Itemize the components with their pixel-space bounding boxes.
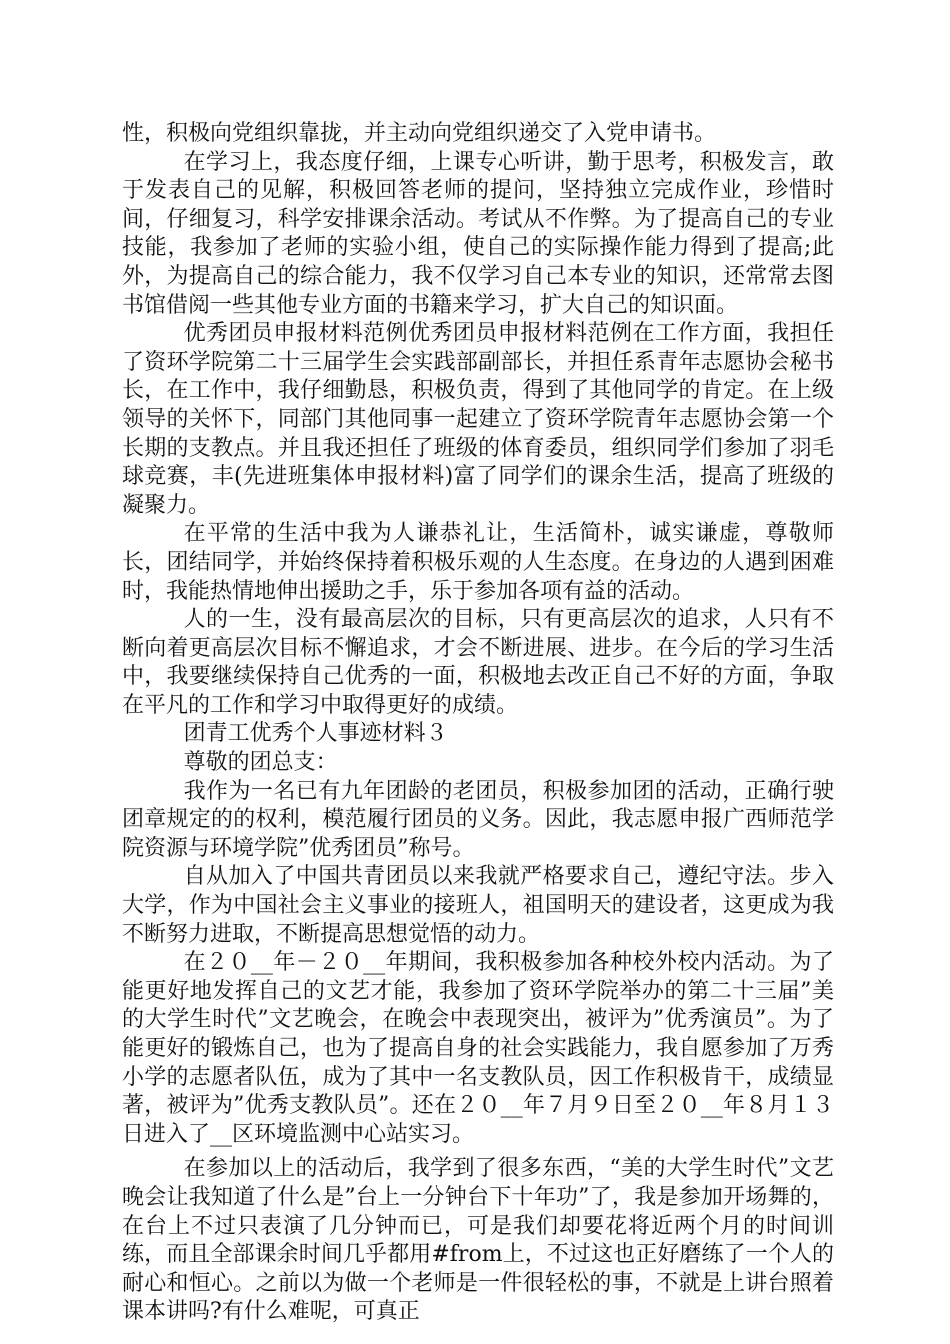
paragraph-reflection: 在参加以上的活动后，我学到了很多东西，“美的大学生时代”文艺晚会让我知道了什么是”台上一分钟台下十年功”了，我是参加开场舞的，在台上不过只表演了几分钟而已，可是我们却要花将近两个月的时间训练，而且全部课余时间几乎都用#from上，不过这也正好磨练了一个人的耐心和恒心。之前以为做一个老师是一件很轻松的事，不就是上讲台照着课本讲吗?有什么难呢，可真正 — [122, 1156, 834, 1325]
paragraph-goals: 人的一生，没有最高层次的目标，只有更高层次的追求，人只有不断向着更高层次目标不懈追求，才会不断进展、进步。在今后的学习生活中，我要继续保持自己优秀的一面，积极地去改正自己不好的方面，争取在平凡的工作和学习中取得更好的成绩。 — [122, 607, 834, 718]
paragraph-continuation: 性，积极向党组织靠拢，并主动向党组织递交了入党申请书。 — [122, 121, 717, 146]
paragraph-life: 在平常的生活中我为人谦恭礼让，生活简朴，诚实谦虚，尊敬师长，团结同学，并始终保持着积极乐观的人生态度。在身边的人遇到困难时，我能热情地伸出援助之手，乐于参加各项有益的活动。 — [122, 521, 834, 604]
paragraph-study: 在学习上，我态度仔细，上课专心听讲，勤于思考，积极发言，敢于发表自己的见解，积极回答老师的提问，坚持独立完成作业，珍惜时间，仔细复习，科学安排课余活动。考试从不作弊。为了提高自己的专业技能，我参加了老师的实验小组，使自己的实际操作能力得到了提高;此外，为提高自己的综合能力，我不仅学习自己本专业的知识，还常常去图书馆借阅一些其他专业方面的书籍来学习，扩大自己的知识面。 — [122, 149, 834, 318]
document-body — [122, 120, 834, 1327]
paragraph-discipline: 自从加入了中国共青团员以来我就严格要求自己，遵纪守法。步入大学，作为中国社会主义事业的接班人，祖国明天的建设者，这更成为我不断努力进取，不断提高思想觉悟的动力。 — [122, 864, 834, 947]
paragraph-activities: 在２０__年－２０__年期间，我积极参加各种校外校内活动。为了能更好地发挥自己的文艺才能，我参加了资环学院举办的第二十三届”美的大学生时代”文艺晚会，在晚会中表现突出，被评为”优秀演员”。为了能更好的锻炼自己，也为了提高自身的社会实践能力，我自愿参加了万秀小学的志愿者队伍，成为了其中一名支教队员，因工作积极肯干，成绩显著，被评为”优秀支教队员”。还在２０__年７月９日至２０__年８月１３日进入了__区环境监测中心站实习。 — [122, 950, 834, 1147]
salutation: 尊敬的团总支： — [183, 750, 338, 776]
paragraph-work: 优秀团员申报材料范例优秀团员申报材料范例在工作方面，我担任了资环学院第二十三届学生会实践部副部长，并担任系青年志愿协会秘书长，在工作中，我仔细勤恳，积极负责，得到了其他同学的肯定。在上级领导的关怀下，同部门其他同事一起建立了资环学院青年志愿协会第一个长期的支教点。并且我还担任了班级的体育委员，组织同学们参加了羽毛球竞赛，丰(先进班集体申报材料)富了同学们的课余生活，提高了班级的凝聚力。 — [122, 321, 834, 518]
section-heading: 团青工优秀个人事迹材料３ — [183, 721, 448, 747]
paragraph-application: 我作为一名已有九年团龄的老团员，积极参加团的活动，正确行驶团章规定的的权利，模范履行团员的义务。因此，我志愿申报广西师范学院资源与环境学院”优秀团员”称号。 — [122, 778, 834, 861]
